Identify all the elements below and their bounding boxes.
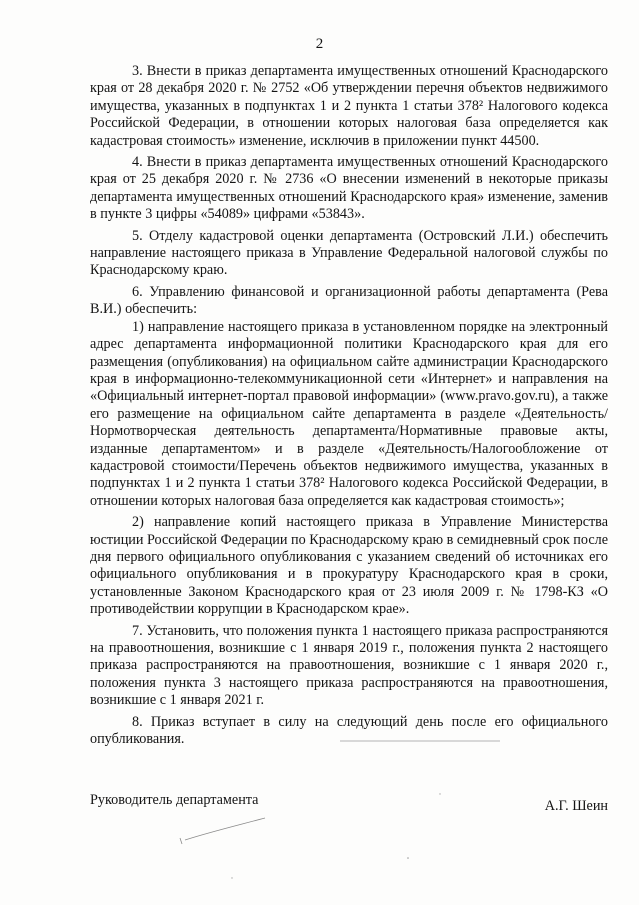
signatory-role: Руководитель департамента <box>90 792 259 808</box>
paragraph-item-3: 3. Внести в приказ департамента имущественных отношений Краснодарского края от 28 декабря 2020 г. № 2752 «Об утверждении перечня объектов недвижимого имущества, указанных в подпунктах 1 и 2 пункта 1 статьи 378² Налогового кодекса Российской Федерации, в отношении которых налоговая база определяется как кадастровая стоимость» изменение, исключив в приложении пункт 44500. <box>90 63 608 149</box>
page-number: 2 <box>315 36 324 52</box>
signature-tick <box>180 838 182 844</box>
paragraph-item-4: 4. Внести в приказ департамента имущественных отношений Краснодарского края от 25 декабря 2020 г. № 2736 «О внесении изменений в некоторые приказы департамента имущественных отношений Краснодарского края» изменение, заменив в пункте 3 цифры «54089» цифрами «53843». <box>90 154 608 223</box>
paragraph-subitem-6-2: 2) направление копий настоящего приказа в Управление Министерства юстиции Российской Федерации по Краснодарскому краю в семидневный срок после дня первого официального опубликования с указанием сведений об источниках его официального опубликования и в прокуратуру Краснодарского края в сроки, установленные Законом Краснодарского края от 23 июля 2009 г. № 1798-КЗ «О противодействии коррупции в Краснодарском крае». <box>90 514 608 618</box>
paragraph-item-7: 7. Установить, что положения пункта 1 настоящего приказа распространяются на правоотношения, возникшие с 1 января 2019 г., положения пункта 2 настоящего приказа распространяются на правоотношения, возникшие с 1 января 2020 г., положения пункта 3 настоящего приказа распространяются на правоотношения, возникшие с 1 января 2021 г. <box>90 622 608 709</box>
paragraph-item-8: 8. Приказ вступает в силу на следующий день после его официального опубликования. <box>90 713 608 748</box>
scan-speck <box>231 877 232 878</box>
paragraph-item-6: 6. Управлению финансовой и организационной работы департамента (Рева В.И.) обеспечить: <box>90 283 608 318</box>
scan-speck <box>407 857 409 859</box>
signature-stroke <box>185 818 265 840</box>
signatory-name: А.Г. Шеин <box>544 798 608 814</box>
paragraph-subitem-6-1: 1) направление настоящего приказа в установленном порядке на электронный адрес департамента информационной политики Краснодарского края для его размещения (опубликования) на официальном сайте администрации Краснодарского края в информационно-телекоммуникационной сети «Интернет» и направления на «Официальный интернет-портал правовой информации» (www.pravo.gov.ru), а также его размещение на официальном сайте департамента в разделе «Деятельность/Нормотворческая деятельность департамента/Нормативные правовые акты, изданные департаментом» и в разделе «Деятельность/Налогообложение от кадастровой стоимости/Перечень объектов недвижимого имущества, указанных в подпунктах 1 и 2 пункта 1 статьи 378² Налогового кодекса Российской Федерации, в отношении которых налоговая база определяется как кадастровая стоимость»; <box>90 318 608 509</box>
paragraph-item-5: 5. Отделу кадастровой оценки департамента (Островский Л.И.) обеспечить направление настоящего приказа в Управление Федеральной налоговой службы по Краснодарскому краю. <box>90 227 608 279</box>
scan-speck <box>439 793 440 794</box>
